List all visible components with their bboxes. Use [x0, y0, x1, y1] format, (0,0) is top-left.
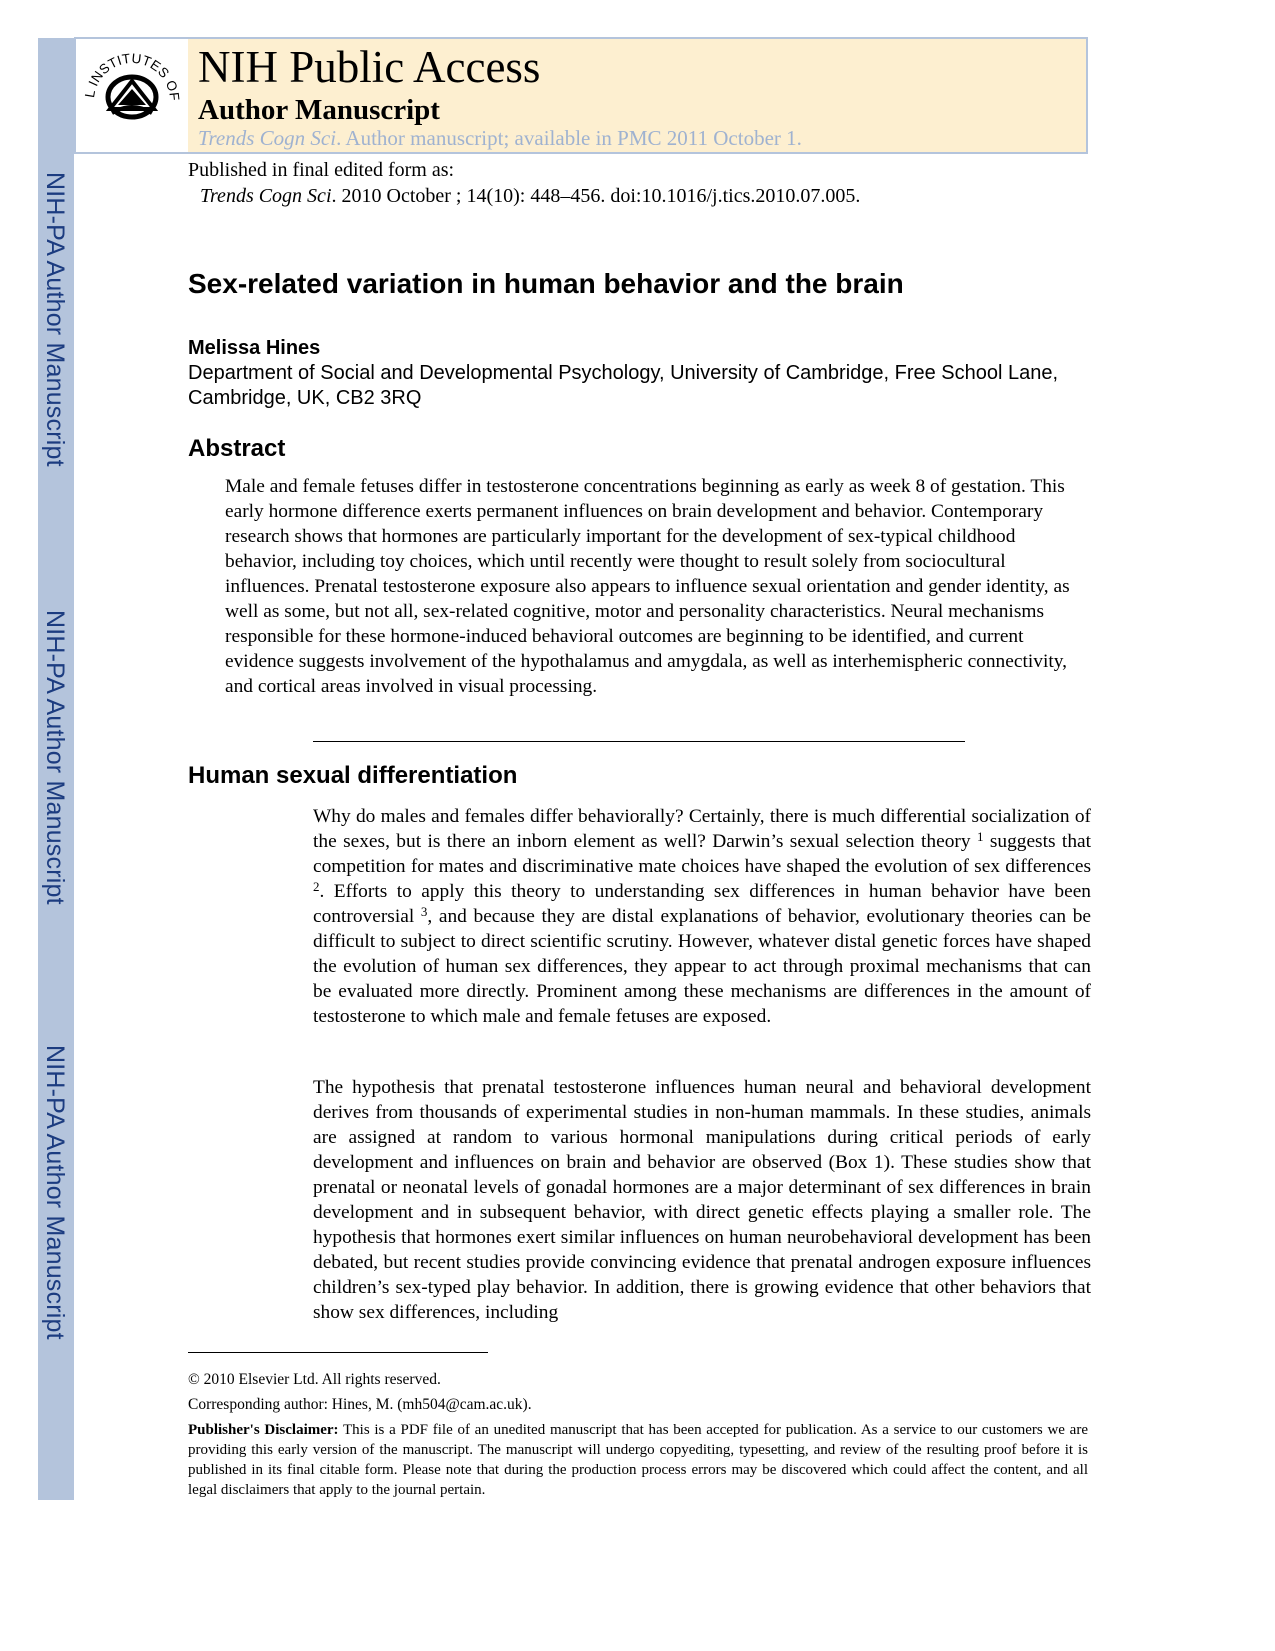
header-banner	[188, 39, 1086, 152]
published-label: Published in final edited form as:	[188, 159, 455, 181]
article-title: Sex-related variation in human behavior and the brain	[188, 268, 904, 299]
nih-seal-icon	[76, 39, 188, 152]
ref-1[interactable]: 1	[976, 829, 984, 844]
author-affiliation: Department of Social and Developmental Psychology, University of Cambridge, Free School Lane, Cambridge, UK, CB2 3RQ	[188, 362, 1059, 409]
body-paragraph-1: Why do males and females differ behaviorally? Certainly, there is much differential socialization of the sexes, but is there an inborn element as well? Darwin’s sexual selection theory $^1$ suggests that competition for mates and discriminative mate choices have shaped the evolution of sex differences $^2$. Efforts to apply this theory to understanding sex differences in human behavior have been controversial $^3$, and because they are distal explanations of behavior, evolutionary theories can be difficult to subject to direct scientific scrutiny. However, whatever distal genetic forces have shaped the evolution of human sex differences, they appear to act through proximal mechanisms that can be evaluated more directly. Prominent among these mechanisms are differences in the amount of testosterone to which male and female fetuses are exposed.	[313, 806, 1092, 1027]
corresponding-author-note: Corresponding author: Hines, M. (mh504@cam.ac.uk).	[188, 1396, 532, 1413]
ref-2[interactable]: 2	[313, 879, 320, 894]
header-journal-line: Trends Cogn Sci. Author manuscript; available in PMC 2011 October 1.	[198, 126, 802, 150]
nih-header	[74, 37, 1088, 154]
author-name: Melissa Hines	[188, 337, 321, 359]
header-subtitle: Author Manuscript	[198, 94, 440, 126]
abstract-heading: Abstract	[188, 435, 286, 462]
header-title: NIH Public Access	[198, 42, 541, 92]
svg-text:NATIONAL INSTITUTES OF HEALTH: L INSTITUTES OF	[82, 50, 183, 102]
nih-logo	[76, 39, 188, 152]
body-paragraph-2: The hypothesis that prenatal testosterone influences human neural and behavioral development derives from thousands of experimental studies in non-human mammals. In these studies, animals are assigned at random to various hormonal manipulations during critical periods of early development and influences on brain and behavior are observed (Box 1). These studies show that prenatal or neonatal levels of gonadal hormones are a major determinant of sex differences in brain development and in subsequent behavior, with direct genetic effects playing a smaller role. The hypothesis that hormones exert similar influences on human neurobehavioral development has been debated, but recent studies provide convincing evidence that prenatal androgen exposure influences children’s sex-typed play behavior. In addition, there is growing evidence that other behaviors that show sex differences, including	[313, 1077, 1091, 1323]
copyright-note: © 2010 Elsevier Ltd. All rights reserved.	[188, 1371, 441, 1388]
abstract-text: Male and female fetuses differ in testosterone concentrations beginning as early as week 8 of gestation. This early hormone difference exerts permanent influences on brain development and behavior. Contemporary research shows that hormones are particularly important for the development of sex-typical childhood behavior, including toy choices, which until recently were thought to result solely from sociocultural influences. Prenatal testosterone exposure also appears to influence sexual orientation and gender identity, as well as some, but not all, sex-related cognitive, motor and personality characteristics. Neural mechanisms responsible for these hormone-induced behavioral outcomes are beginning to be identified, and current evidence suggests involvement of the hypothalamus and amygdala, as well as interhemispheric connectivity, and cortical areas involved in visual processing.	[225, 476, 1070, 697]
section-heading: Human sexual differentiation	[188, 762, 518, 789]
publisher-disclaimer: Publisher's Disclaimer: This is a PDF file of an unedited manuscript that has been accepted for publication. As a service to our customers we are providing this early version of the manuscript. The manuscript will undergo copyediting, typesetting, and review of the resulting proof before it is published in its final citable form. Please note that during the production process errors may be discovered which could affect the content, and all legal disclaimers that apply to the journal pertain.	[188, 1422, 1088, 1498]
citation: Trends Cogn Sci. 2010 October ; 14(10): 448–456. doi:10.1016/j.tics.2010.07.005.	[200, 185, 861, 207]
abstract-divider	[313, 741, 965, 742]
ref-3[interactable]: 3	[420, 904, 428, 919]
footnote-divider	[188, 1352, 488, 1353]
